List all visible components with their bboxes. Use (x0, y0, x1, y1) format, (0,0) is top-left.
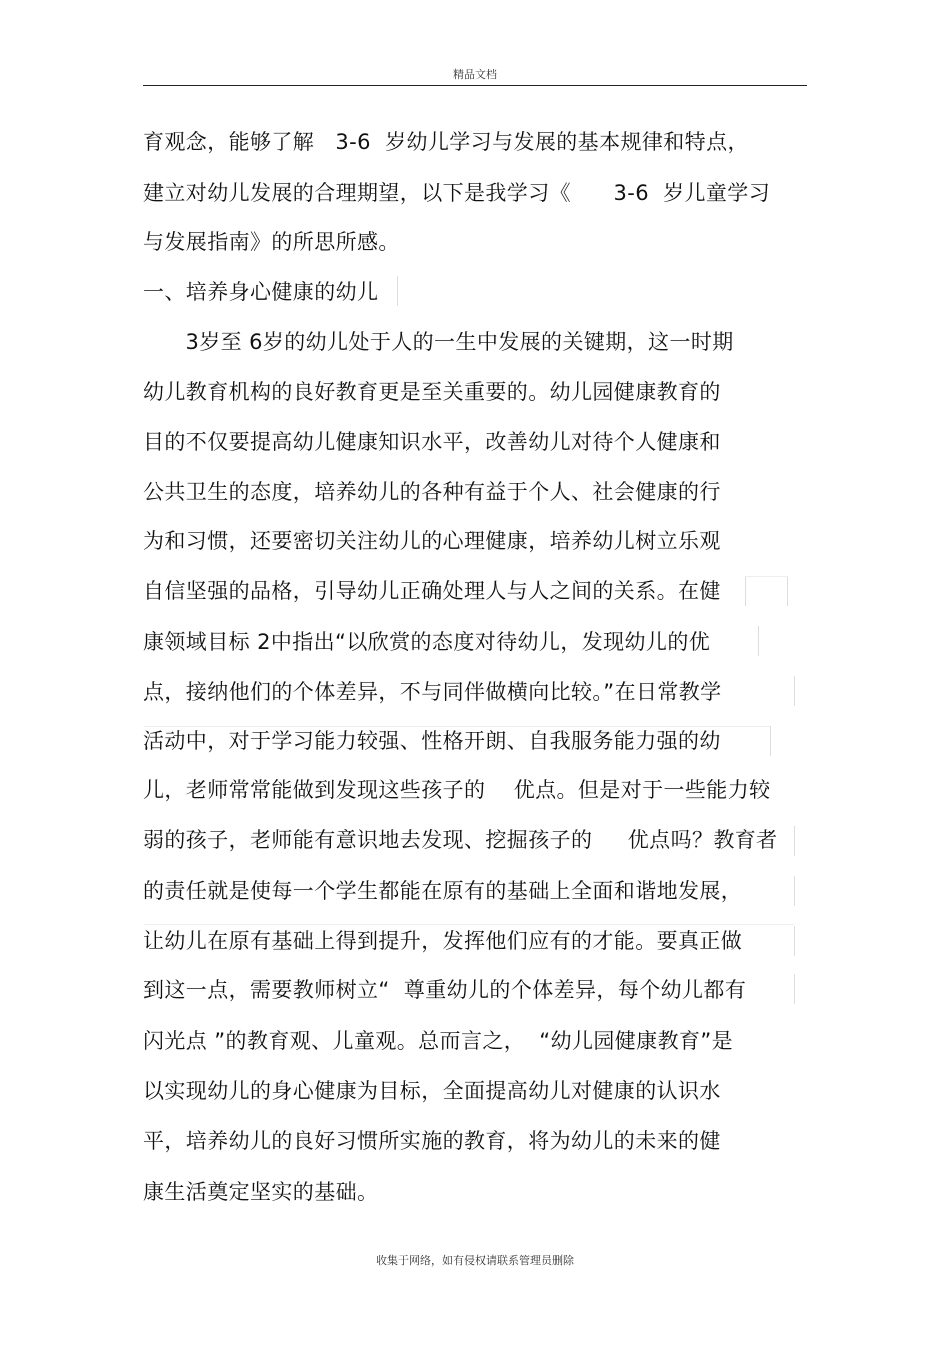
body-line: 公共卫生的态度，培养幼儿的各种有益于个人、社会健康的行 (143, 480, 721, 504)
body-line: 闪光点 ”的教育观、儿童观。总而言之， “幼儿园健康教育”是 (143, 1029, 734, 1053)
scan-mark (794, 926, 795, 956)
body-line: 目的不仅要提高幼儿健康知识水平，改善幼儿对待个人健康和 (143, 430, 721, 454)
scan-mark (794, 826, 795, 856)
body-line: 活动中，对于学习能力较强、性格开朗、自我服务能力强的幼 (143, 729, 721, 753)
scan-mark (745, 576, 788, 577)
body-line: 弱的孩子，老师能有意识地去发现、挖掘孩子的 优点吗？教育者 (143, 828, 778, 852)
scan-mark (144, 924, 794, 925)
body-line: 建立对幼儿发展的合理期望，以下是我学习《 3-6 岁儿童学习 (143, 181, 771, 205)
scan-mark (397, 276, 398, 306)
body-line: 3岁至 6岁的幼儿处于人的一生中发展的关键期，这一时期 (143, 330, 734, 354)
scan-mark (787, 576, 788, 606)
body-line: 自信坚强的品格，引导幼儿正确处理人与人之间的关系。在健 (143, 579, 721, 603)
scan-mark (758, 626, 759, 656)
body-line: 平，培养幼儿的良好习惯所实施的教育，将为幼儿的未来的健 (143, 1129, 721, 1153)
section-heading: 一、培养身心健康的幼儿 (143, 280, 379, 304)
body-line: 幼儿教育机构的良好教育更是至关重要的。幼儿园健康教育的 (143, 380, 721, 404)
body-line: 儿，老师常常能做到发现这些孩子的 优点。但是对于一些能力较 (143, 778, 771, 802)
page-footer: 收集于网络，如有侵权请联系管理员删除 (376, 1254, 574, 1267)
scan-mark (144, 726, 770, 727)
body-line: 点，接纳他们的个体差异，不与同伴做横向比较。”在日常教学 (143, 680, 722, 704)
scan-mark (770, 726, 771, 756)
body-line: 为和习惯，还要密切关注幼儿的心理健康，培养幼儿树立乐观 (143, 529, 721, 553)
body-line: 康生活奠定坚实的基础。 (143, 1180, 379, 1204)
body-line: 康领域目标 2中指出“以欣赏的态度对待幼儿，发现幼儿的优 (143, 630, 711, 654)
body-line: 与发展指南》的所思所感。 (143, 230, 400, 254)
header-text: 精品文档 (453, 68, 497, 81)
body-line: 的责任就是使每一个学生都能在原有的基础上全面和谐地发展， (143, 879, 743, 903)
scan-mark (794, 676, 795, 706)
body-line: 到这一点，需要教师树立“ 尊重幼儿的个体差异，每个幼儿都有 (143, 978, 747, 1002)
body-line: 以实现幼儿的身心健康为目标，全面提高幼儿对健康的认识水 (143, 1079, 721, 1103)
scan-mark (794, 974, 795, 1004)
scan-mark (745, 576, 746, 606)
header-divider (143, 85, 807, 86)
scan-mark (794, 876, 795, 906)
body-line: 让幼儿在原有基础上得到提升，发挥他们应有的才能。要真正做 (143, 929, 743, 953)
body-line: 育观念，能够了解 3-6 岁幼儿学习与发展的基本规律和特点， (143, 130, 749, 154)
